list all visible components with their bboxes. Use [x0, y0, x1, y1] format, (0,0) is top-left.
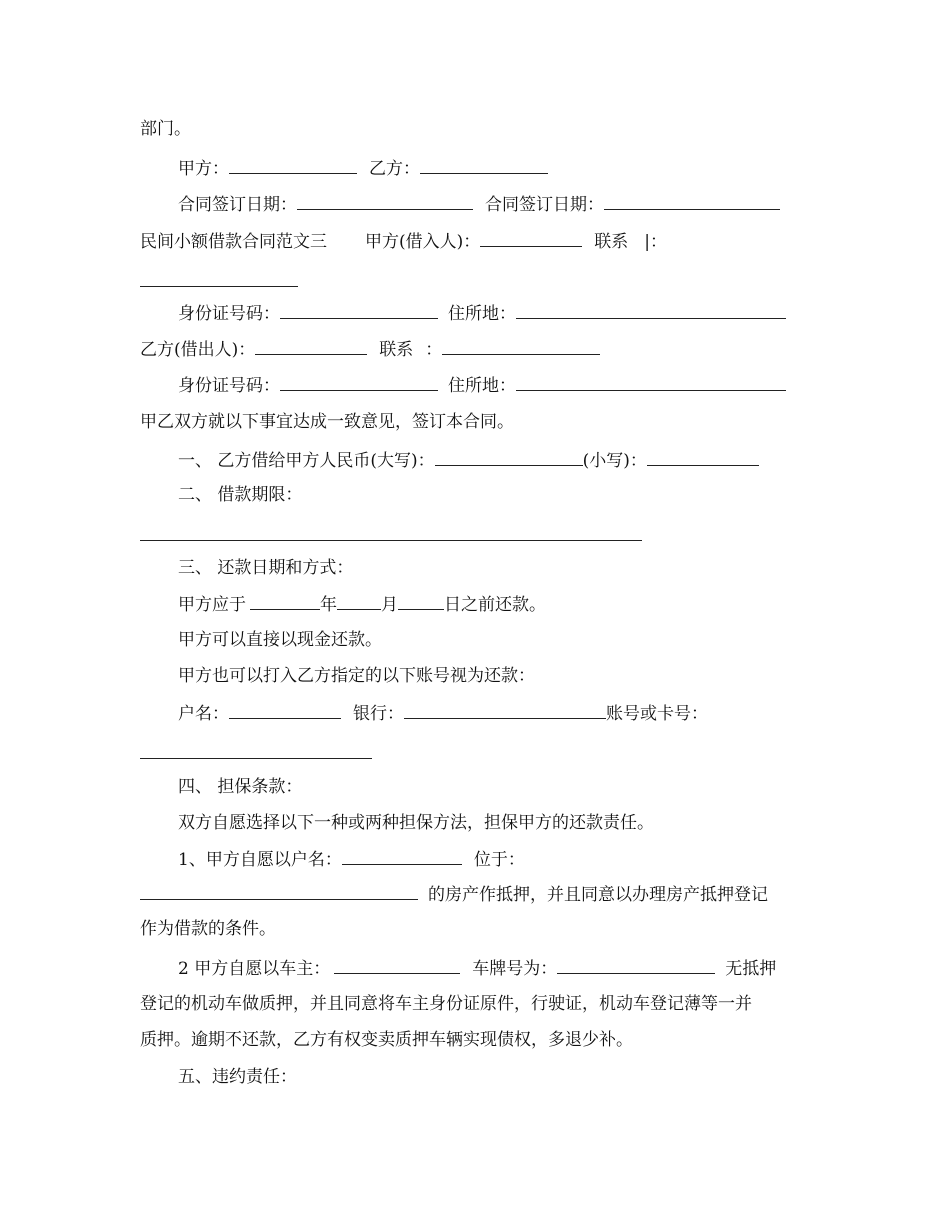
id-address-line: 身份证号码： 住所地：	[178, 303, 786, 325]
signing-date-line: 合同签订日期： 合同签订日期：	[178, 194, 780, 216]
bank-blank[interactable]	[404, 703, 606, 719]
plate-number-blank[interactable]	[557, 958, 715, 974]
loan-amount-line: 一、 乙方借给甲方人民币(大写)： (小写)：	[178, 450, 759, 472]
vehicle-line: 2 甲方自愿以车主： 车牌号为： 无抵押	[178, 959, 777, 979]
text-line: 登记的机动车做质押，并且同意将车主身份证原件，行驶证，机动车登记薄等一并	[140, 994, 752, 1014]
owner-name-blank[interactable]	[342, 849, 462, 865]
text-line: 质押。逾期不还款，乙方有权变卖质押车辆实现债权，多退少补。	[140, 1030, 633, 1050]
party-a-blank[interactable]	[229, 158, 357, 174]
text-line: 甲方也可以打入乙方指定的以下账号视为还款：	[178, 666, 535, 686]
id-number-blank[interactable]	[280, 303, 438, 319]
party-b-blank[interactable]	[420, 158, 548, 174]
account-number-blank[interactable]	[140, 758, 372, 759]
address-blank[interactable]	[516, 375, 786, 391]
text-line: 作为借款的条件。	[140, 919, 276, 939]
lender-line: 乙方(借出人)： 联系 ：	[140, 339, 600, 361]
property-location-blank[interactable]	[140, 884, 418, 900]
section-heading: 二、 借款期限：	[178, 485, 303, 505]
section-heading: 四、 担保条款：	[178, 777, 303, 797]
text-line: 甲乙双方就以下事宜达成一致意见，签订本合同。	[140, 412, 514, 432]
text-line: 双方自愿选择以下一种或两种担保方法，担保甲方的还款责任。	[178, 813, 654, 833]
account-name-blank[interactable]	[229, 703, 341, 719]
account-line: 户名： 银行： 账号或卡号：	[178, 704, 708, 724]
party-a-b-line: 甲方： 乙方：	[178, 158, 548, 180]
contract-title-line: 民间小额借款合同范文三 甲方(借入人)： 联系 |：	[140, 232, 667, 252]
lender-blank[interactable]	[255, 339, 367, 355]
text-line: 甲方可以直接以现金还款。	[178, 630, 382, 650]
signing-date-blank[interactable]	[297, 194, 473, 210]
text-line: 部门。	[140, 119, 191, 139]
address-blank[interactable]	[516, 303, 786, 319]
property-line: 1、甲方自愿以户名： 位于：	[178, 850, 525, 870]
amount-lowercase-blank[interactable]	[647, 450, 759, 466]
property-location-line: 的房产作抵押，并且同意以办理房产抵押登记	[140, 884, 768, 906]
amount-uppercase-blank[interactable]	[435, 450, 583, 466]
section-heading: 三、 还款日期和方式：	[178, 558, 354, 578]
id-number-blank[interactable]	[280, 375, 438, 391]
vehicle-owner-blank[interactable]	[334, 958, 460, 974]
day-blank[interactable]	[398, 594, 444, 610]
contact-blank[interactable]	[140, 286, 298, 287]
month-blank[interactable]	[337, 594, 381, 610]
section-heading: 五、违约责任：	[178, 1067, 297, 1087]
year-blank[interactable]	[250, 594, 320, 610]
contract-title: 民间小额借款合同范文三	[140, 232, 327, 252]
borrower-blank[interactable]	[480, 231, 582, 247]
contact-blank[interactable]	[442, 339, 600, 355]
id-address-line: 身份证号码： 住所地：	[178, 375, 786, 397]
repayment-date-line: 甲方应于 年 月 日之前还款。	[178, 595, 546, 615]
loan-term-blank[interactable]	[140, 540, 642, 541]
signing-date-blank[interactable]	[604, 194, 780, 210]
